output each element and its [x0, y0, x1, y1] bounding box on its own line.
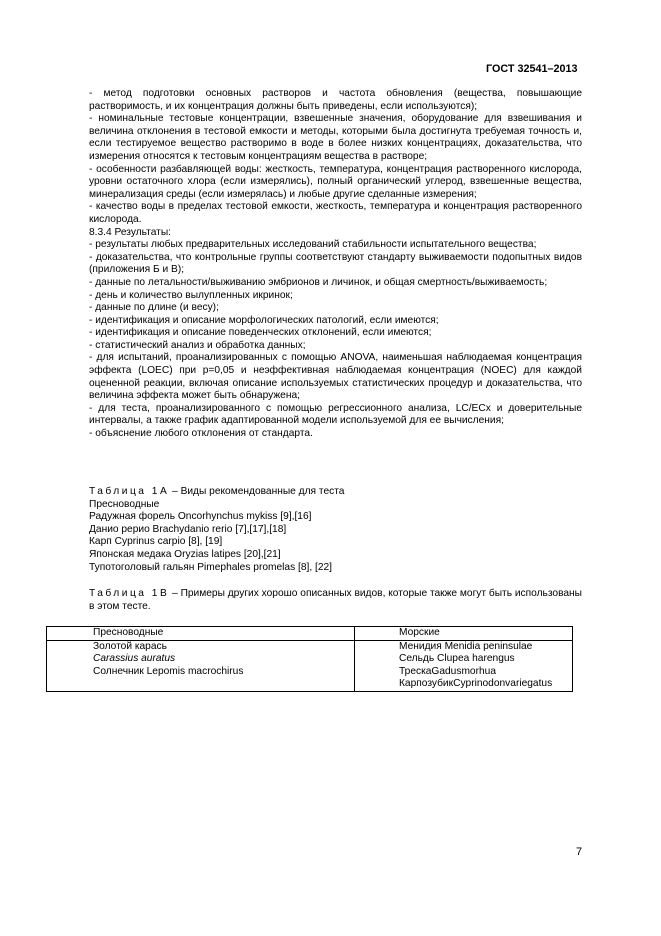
paragraph: - идентификация и описание морфологических патологий, если имеются; [89, 314, 439, 326]
paragraph: - для теста, проанализированного с помощью регрессионного анализа, LC/ECx и доверительные интервалы, а также график адаптированной модели используемой для ее вычисления; [89, 402, 582, 427]
species-name: ТрескаGadusmorhua [399, 665, 496, 677]
table-1a-caption [89, 486, 582, 499]
table-1a [89, 486, 582, 574]
species-table [46, 626, 573, 692]
species-name: КарпозубикCyprinodonvariegatus [399, 678, 553, 690]
document-id: ГОСТ 32541–2013 [486, 63, 578, 75]
species-name: Сельдь Clupea harengus [399, 653, 515, 665]
paragraph: - номинальные тестовые концентрации, взвешенные значения, оборудование для взвешивания и величина отклонения в тестовой емкости и методы, которыми была достигнута требуемая точность и, если тестируемое вещество растворимо в воде в более низких концентрациях, доказательства, что измерения относятся к тестовым концентрациям вещества в растворе; [89, 113, 582, 162]
list-item: Радужная форель Oncorhynchus mykiss [9],[16] [89, 511, 312, 523]
table-row [47, 640, 573, 691]
paragraph: - для испытаний, проанализированных с помощью ANOVA, наименьшая наблюдаемая концентрация эффекта (LOEC) при p=0,05 и неэффективная наблюдаемая концентрация (NOEC) для каждой оцененной реакции, включая описание используемых статистических процедур и доказательства, что величина эффекта может быть обнаружена; [89, 352, 582, 402]
column-header-freshwater: Пресноводные [47, 627, 355, 641]
paragraph: - особенности разбавляющей воды: жесткость, температура, концентрация растворенного кислорода, уровни остаточного хлора (если измерялись), полный органический углерод, взвешенные вещества, минерализация среды (если измерялась) и любые другие сделанные измерения; [89, 163, 582, 200]
table-1b-caption [89, 588, 582, 613]
table-1b-label: Таблица 1В [89, 588, 170, 599]
list-item: Карп Cyprinus carpio [8], [19] [89, 536, 223, 548]
table-1a-subheading: Пресноводные [89, 498, 160, 510]
table-1a-title: – Виды рекомендованные для теста [172, 486, 345, 497]
paragraph: - результаты любых предварительных исследований стабильности испытательного вещества; [89, 239, 537, 251]
paragraph: - объяснение любого отклонения от стандарта. [89, 428, 313, 440]
paragraph: - данные по летальности/выживанию эмбрионов и личинок, и общая смертность/выживаемость; [89, 276, 548, 288]
column-header-marine: Морские [355, 627, 573, 641]
paragraph: - качество воды в пределах тестовой емкости, жесткость, температура и концентрация растворенного кислорода. [89, 201, 582, 225]
list-item: Данио рерио Brachydanio rerio [7],[17],[18] [89, 523, 287, 535]
table-1b [46, 626, 573, 692]
table-1a-label: Таблица 1А [89, 486, 170, 497]
species-name: Carassius auratus [93, 653, 176, 665]
paragraph: - день и количество вылупленных икринок; [89, 289, 293, 301]
paragraph: - идентификация и описание поведенческих отклонений, если имеются; [89, 327, 432, 339]
report-requirements-text [89, 88, 582, 441]
paragraph: - метод подготовки основных растворов и частота обновления (вещества, повышающие растворимость, и их концентрация должны быть приведены, если используются); [89, 88, 582, 112]
paragraph: - доказательства, что контрольные группы соответствуют стандарту выживаемости подопытных видов (приложения Б и В); [89, 251, 582, 276]
species-name: Золотой карась [93, 640, 167, 652]
table-header-row [47, 627, 573, 641]
freshwater-cell [47, 640, 355, 691]
marine-cell [355, 640, 573, 691]
species-name: Солнечник Lepomis macrochirus [93, 665, 244, 677]
list-item: Тупотоголовый гальян Pimephales promelas [8], [22] [89, 561, 332, 573]
page-number: 7 [576, 846, 583, 858]
paragraph: - данные по длине (и весу); [89, 302, 219, 314]
list-item: Японская медака Oryzias latipes [20],[21] [89, 548, 281, 560]
paragraph: - статистический анализ и обработка данных; [89, 339, 306, 351]
section-heading: 8.3.4 Результаты: [89, 226, 171, 238]
table-1b-title: – Примеры других хорошо описанных видов, которые также могут быть использованы в этом тесте. [89, 588, 582, 612]
species-name: Менидия Menidia peninsulae [399, 640, 533, 652]
